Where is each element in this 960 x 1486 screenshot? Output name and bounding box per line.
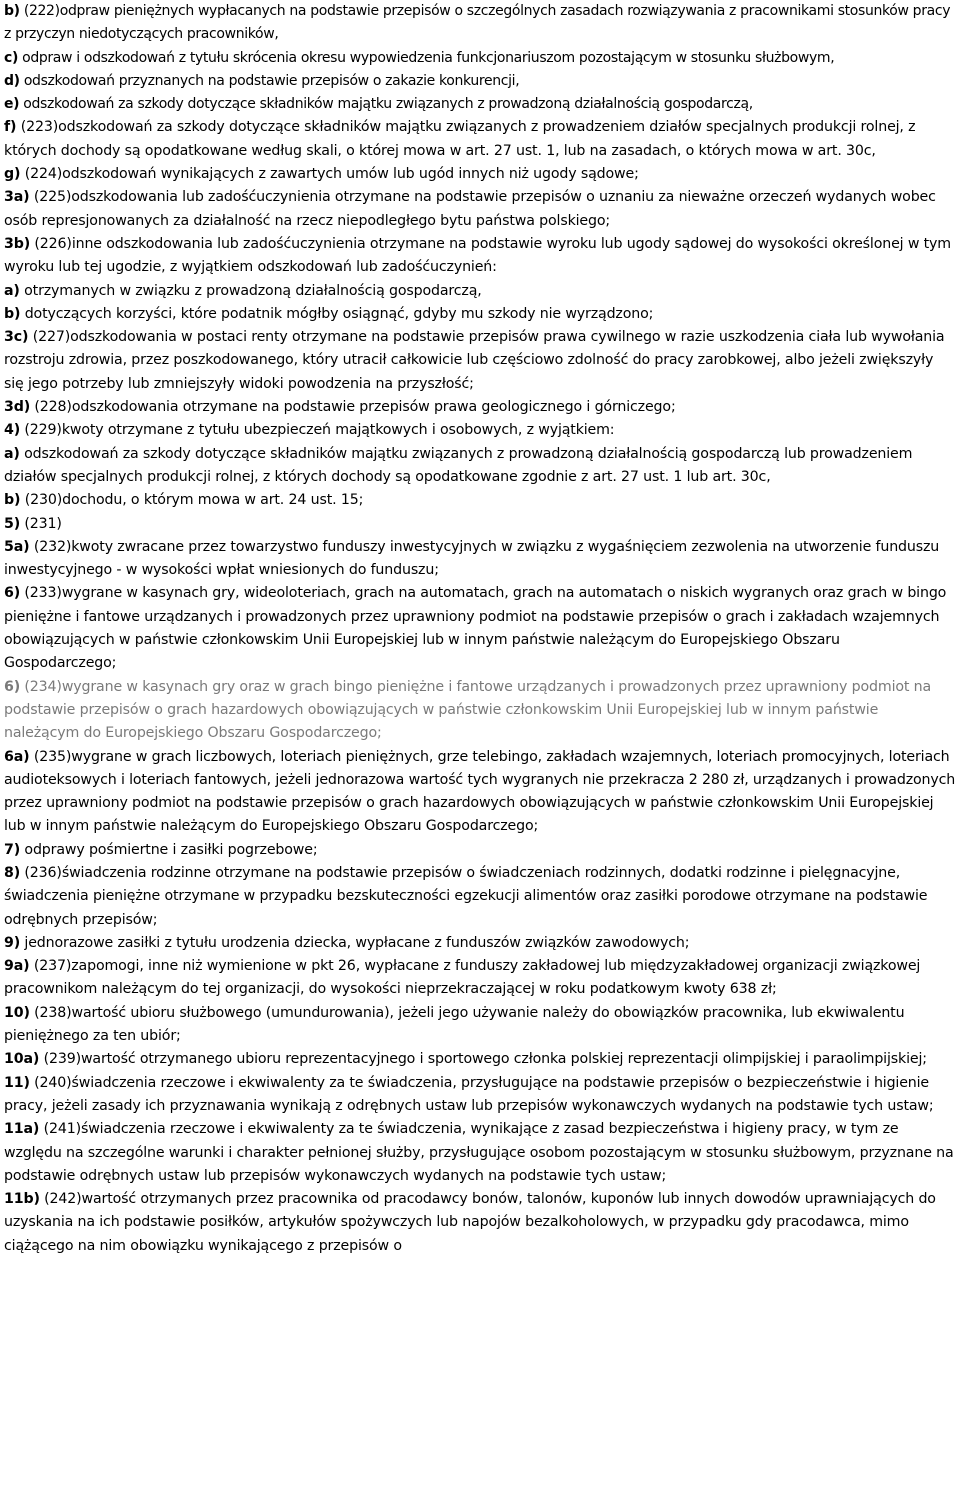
paragraph-16 xyxy=(4,513,956,536)
paragraph-number: 10a) xyxy=(4,1051,40,1068)
paragraph-number: 8) xyxy=(4,864,21,881)
paragraph-21 xyxy=(4,839,956,862)
paragraph-text: (231) xyxy=(20,515,62,532)
paragraph-number: 11b) xyxy=(4,1191,40,1208)
paragraph-text: (225)odszkodowania lub zadośćuczynienia otrzymane na podstawie przepisów o uznaniu za nieważne orzeczeń wydanych wobec osób represjonowanych za działalność na rzecz niepodległego bytu państwa polskiego; xyxy=(4,189,936,229)
paragraph-text: odszkodowań za szkody dotyczące składników majątku związanych z prowadzoną działalnością gospodarczą lub prowadzeniem działów specjalnych produkcji rolnej, z których dochody są opodatkowane zgodnie z art. 27 ust. 1 lub art. 30c, xyxy=(4,445,913,485)
paragraph-23 xyxy=(4,932,956,955)
paragraph-10 xyxy=(4,303,956,326)
paragraph-28 xyxy=(4,1118,956,1188)
paragraph-number: 3c) xyxy=(4,329,29,346)
paragraph-text: (230)dochodu, o którym mowa w art. 24 ust. 15; xyxy=(20,492,364,509)
paragraph-text: (226)inne odszkodowania lub zadośćuczynienia otrzymane na podstawie wyroku lub ugody sądowej do wysokości określonej w tym wyroku lub tej ugodzie, z wyjątkiem odszkodowań lub zadośćuczynień: xyxy=(4,235,951,276)
paragraph-number: 6) xyxy=(4,678,21,695)
paragraph-number: 7) xyxy=(4,841,21,858)
paragraph-text: (238)wartość ubioru służbowego (umundurowania), jeżeli jego używanie należy do obowiązków pracownika, lub ekwiwalentu pieniężnego za ten ubiór; xyxy=(4,1004,905,1045)
paragraph-number: b) xyxy=(4,305,21,322)
paragraph-number: c) xyxy=(4,49,18,66)
paragraph-number: 3d) xyxy=(4,399,31,416)
paragraph-number: e) xyxy=(4,96,20,113)
paragraph-number: b) xyxy=(4,3,20,19)
paragraph-text: odprawy pośmiertne i zasiłki pogrzebowe; xyxy=(20,841,318,858)
paragraph-text: (232)kwoty zwracane przez towarzystwo funduszy inwestycyjnych w związku z wygaśnięciem zezwolenia na utworzenie funduszu inwestycyjnego - w wysokości wpłat wniesionych do funduszu; xyxy=(4,538,940,579)
paragraph-text: odpraw i odszkodowań z tytułu skrócenia okresu wypowiedzenia funkcjonariuszom pozostającym w stosunku służbowym, xyxy=(18,49,835,66)
paragraph-text: (224)odszkodowań wynikających z zawartych umów lub ugód innych niż ugody sądowe; xyxy=(20,166,639,183)
paragraph-24 xyxy=(4,955,956,1002)
paragraph-text: (237)zapomogi, inne niż wymienione w pkt 26, wypłacane z funduszy zakładowej lub międzyzakładowej organizacji związkowej pracownikom należącym do tej organizacji, do wysokości nieprzekraczającej w roku podatkowym kwoty 638 zł; xyxy=(4,958,921,998)
paragraph-1 xyxy=(4,0,956,47)
paragraph-8 xyxy=(4,233,956,280)
paragraph-number: 11) xyxy=(4,1074,30,1091)
paragraph-number: 10) xyxy=(4,1004,30,1021)
paragraph-26 xyxy=(4,1048,956,1071)
paragraph-text: (242)wartość otrzymanych przez pracownika od pracodawcy bonów, talonów, kuponów lub innych dowodów uprawniających do uzyskania na ich podstawie posiłków, artykułów spożywczych lub napojów bezalkoholowych, w przypadku gdy pracodawca, mimo ciążącego na nim obowiązku wynikającego z przepisów o xyxy=(4,1191,936,1254)
paragraph-15 xyxy=(4,489,956,512)
paragraph-text: (235)wygrane w grach liczbowych, loteriach pieniężnych, grze telebingo, zakładach wzajemnych, loteriach promocyjnych, loteriach audioteksowych i loteriach fantowych, jeżeli jednorazowa wartość tych wygranych nie przekracza 2 280 zł, urządzanych i prowadzonych przez uprawniony podmiot na podstawie przepisów o grach hazardowych obowiązujących w państwie członkowskim Unii Europejskiej lub w innym państwie należącym do Europejskiego Obszaru Gospodarczego; xyxy=(4,748,956,835)
paragraph-text: otrzymanych w związku z prowadzoną działalnością gospodarczą, xyxy=(19,282,482,299)
paragraph-text: (223)odszkodowań za szkody dotyczące składników majątku związanych z prowadzeniem działów specjalnych produkcji rolnej, z których dochody są opodatkowane według skali, o której mowa w art. 27 ust. 1, lub na zasadach, o których mowa w art. 30c, xyxy=(4,119,916,159)
paragraph-11 xyxy=(4,326,956,396)
paragraph-19 xyxy=(4,676,956,746)
paragraph-2 xyxy=(4,47,956,70)
paragraph-text: (236)świadczenia rodzinne otrzymane na podstawie przepisów o świadczeniach rodzinnych, dodatki rodzinne i pielęgnacyjne, świadczenia pieniężne otrzymane w przypadku bezskuteczności egzekucji alimentów oraz zasiłki porodowe otrzymane na podstawie odrębnych przepisów; xyxy=(4,864,928,928)
paragraph-7 xyxy=(4,186,956,233)
paragraph-number: 3a) xyxy=(4,189,30,206)
paragraph-number: d) xyxy=(4,72,20,89)
paragraph-number: 5a) xyxy=(4,538,30,555)
paragraph-number: a) xyxy=(4,282,20,299)
paragraph-number: g) xyxy=(4,166,21,183)
paragraph-12 xyxy=(4,396,956,419)
paragraph-22 xyxy=(4,862,956,932)
paragraph-number: f) xyxy=(4,119,17,136)
paragraph-number: 9a) xyxy=(4,958,30,975)
paragraph-text: odszkodowań za szkody dotyczące składników majątku związanych z prowadzoną działalnością gospodarczą, xyxy=(19,96,753,113)
paragraph-number: 9) xyxy=(4,934,21,951)
paragraph-number: 5) xyxy=(4,515,21,532)
paragraph-9 xyxy=(4,280,956,303)
paragraph-20 xyxy=(4,746,956,839)
paragraph-text: (239)wartość otrzymanego ubioru reprezentacyjnego i sportowego członka polskiej reprezentacji olimpijskiej i paraolimpijskiej; xyxy=(39,1051,927,1068)
paragraph-text: jednorazowe zasiłki z tytułu urodzenia dziecka, wypłacane z funduszów związków zawodowych; xyxy=(20,934,690,951)
paragraph-number: a) xyxy=(4,445,20,462)
paragraph-text: (234)wygrane w kasynach gry oraz w grach bingo pieniężne i fantowe urządzanych i prowadzonych przez uprawniony podmiot na podstawie przepisów o grach hazardowych obowiązujących w państwie członkowskim Unii Europejskiej lub w innym państwie należącym do Europejskiego Obszaru Gospodarczego; xyxy=(4,678,932,742)
paragraph-17 xyxy=(4,536,956,583)
paragraph-number: 6) xyxy=(4,585,21,602)
paragraph-number: 11a) xyxy=(4,1121,40,1138)
paragraph-6 xyxy=(4,163,956,186)
paragraph-3 xyxy=(4,70,956,93)
paragraph-4 xyxy=(4,93,956,116)
paragraph-text: (227)odszkodowania w postaci renty otrzymane na podstawie przepisów prawa cywilnego w razie uszkodzenia ciała lub wywołania rozstroju zdrowia, przez poszkodowanego, który utracił całkowicie lub częściowo zdolność do pracy zarobkowej, albo jeżeli zwiększyły się jego potrzeby lub zmniejszyły widoki powodzenia na przyszłość; xyxy=(4,329,945,392)
paragraph-text: (240)świadczenia rzeczowe i ekwiwalenty za te świadczenia, przysługujące na podstawie przepisów o bezpieczeństwie i higienie pracy, jeżeli zasady ich przyznawania wynikają z odrębnych ustaw lub przepisów wykonawczych wydanych na podstawie tych ustaw; xyxy=(4,1074,934,1114)
paragraph-29 xyxy=(4,1188,956,1258)
paragraph-number: b) xyxy=(4,492,21,509)
paragraph-number: 3b) xyxy=(4,235,31,252)
paragraph-number: 4) xyxy=(4,422,21,439)
paragraph-text: (241)świadczenia rzeczowe i ekwiwalenty za te świadczenia, wynikające z zasad bezpieczeństwa i higieny pracy, w tym ze względu na szczególne warunki i charakter pełnionej służby, przysługujące osobom pozostającym w stosunku służbowym, przyznane na podstawie odrębnych ustaw lub przepisów wykonawczych wydanych na podstawie tych ustaw; xyxy=(4,1121,954,1184)
paragraph-number: 6a) xyxy=(4,748,30,765)
paragraph-text: dotyczących korzyści, które podatnik mógłby osiągnąć, gdyby mu szkody nie wyrządzono; xyxy=(20,305,654,322)
paragraph-18 xyxy=(4,582,956,675)
paragraph-13 xyxy=(4,419,956,442)
paragraph-14 xyxy=(4,443,956,490)
paragraph-text: (229)kwoty otrzymane z tytułu ubezpieczeń majątkowych i osobowych, z wyjątkiem: xyxy=(20,422,615,439)
paragraph-text: odszkodowań przyznanych na podstawie przepisów o zakazie konkurencji, xyxy=(19,72,520,89)
paragraph-25 xyxy=(4,1002,956,1049)
paragraph-text: (228)odszkodowania otrzymane na podstawie przepisów prawa geologicznego i górniczego; xyxy=(30,399,676,416)
paragraph-text: (233)wygrane w kasynach gry, wideoloteriach, grach na automatach, grach na automatach o niskich wygranych oraz grach w bingo pieniężne i fantowe urządzanych i prowadzonych przez uprawniony podmiot na podstawie przepisów o grach i zakładach wzajemnych obowiązujących w państwie członkowskim Unii Europejskiej lub w innym państwie należącym do Europejskiego Obszaru Gospodarczego; xyxy=(4,585,947,672)
paragraph-text: (222)odpraw pieniężnych wypłacanych na podstawie przepisów o szczególnych zasadach rozwiązywania z pracownikami stosunków pracy z przyczyn niedotyczących pracowników, xyxy=(4,3,951,43)
paragraph-5 xyxy=(4,116,956,163)
paragraph-27 xyxy=(4,1072,956,1119)
